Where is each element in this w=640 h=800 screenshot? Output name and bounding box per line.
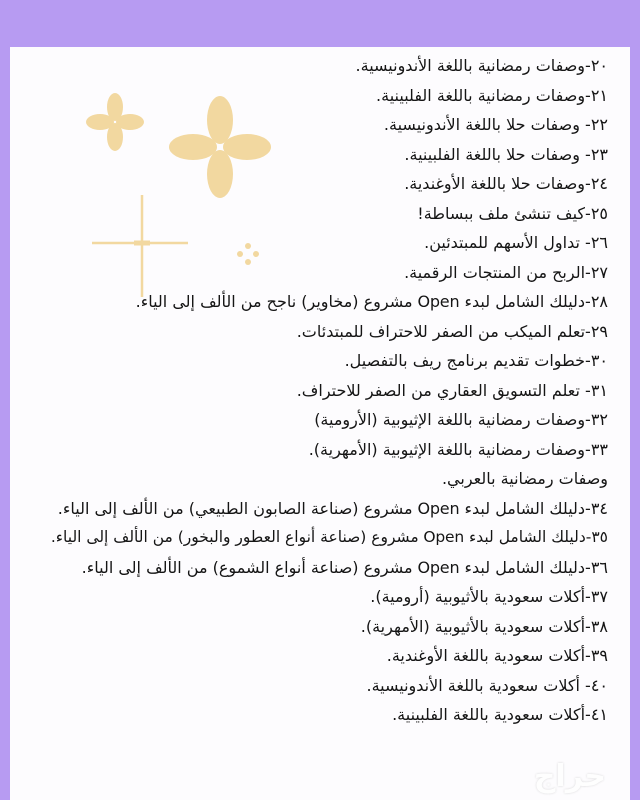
watermark-logo: حراج — [533, 759, 606, 794]
list-item: ٤١-أكلات سعودية باللغة الفلبينية. — [392, 705, 608, 724]
list-item: ٣٤-دليلك الشامل لبدء Open مشروع (صناعة الصابون الطبيعي) من الألف إلى الياء. — [57, 498, 608, 518]
list-item: ٢٦- تداول الأسهم للمبتدئين. — [424, 233, 608, 252]
list-item: ٣٨-أكلات سعودية بالأثيوبية (الأمهرية). — [360, 616, 608, 636]
list-item: ٣١- تعلم التسويق العقاري من الصفر للاحتراف. — [296, 380, 608, 400]
list-item: وصفات رمضانية بالعربي. — [441, 469, 608, 488]
list-item: ٣٣-وصفات رمضانية باللغة الإثيوبية (الأمهرية). — [308, 439, 608, 459]
list-item: ٢٢- وصفات حلا باللغة الأندونيسية. — [383, 115, 608, 134]
list-item: ٣٦-دليلك الشامل لبدء Open مشروع (صناعة أنواع الشموع) من الألف إلى الياء. — [81, 557, 608, 577]
list-item: ٣٥-دليلك الشامل لبدء Open مشروع (صناعة أنواع العطور والبخور) من الألف إلى الياء. — [50, 528, 608, 546]
items-list — [48, 51, 608, 730]
list-item: ٢٠-وصفات رمضانية باللغة الأندونيسية. — [355, 56, 608, 75]
list-item: ٢٣- وصفات حلا باللغة الفلبينية. — [404, 144, 608, 164]
list-item: ٢٧-الربح من المنتجات الرقمية. — [404, 262, 608, 282]
list-item: ٢١-وصفات رمضانية باللغة الفلبينية. — [376, 85, 608, 105]
list-item: ٢٤-وصفات حلا باللغة الأوغندية. — [404, 174, 608, 193]
list-item: ٢٨-دليلك الشامل لبدء Open مشروع (مخاوير) ناجح من الألف إلى الياء. — [135, 292, 608, 311]
list-item: ٤٠- أكلات سعودية باللغة الأندونيسية. — [366, 675, 608, 695]
list-item: ٢٩-تعلم الميكب من الصفر للاحتراف للمبتدئات. — [296, 321, 608, 341]
list-item: ٣٩-أكلات سعودية باللغة الأوغندية. — [386, 646, 608, 665]
list-item: ٣٠-خطوات تقديم برنامج ريف بالتفصيل. — [344, 351, 608, 370]
list-item: ٣٢-وصفات رمضانية باللغة الإثيوبية (الأرومية) — [314, 410, 608, 429]
content-page — [10, 47, 630, 800]
list-item: ٣٧-أكلات سعودية بالأثيوبية (أرومية). — [370, 587, 608, 606]
list-item: ٢٥-كيف تنشئ ملف ببساطة! — [417, 203, 608, 223]
